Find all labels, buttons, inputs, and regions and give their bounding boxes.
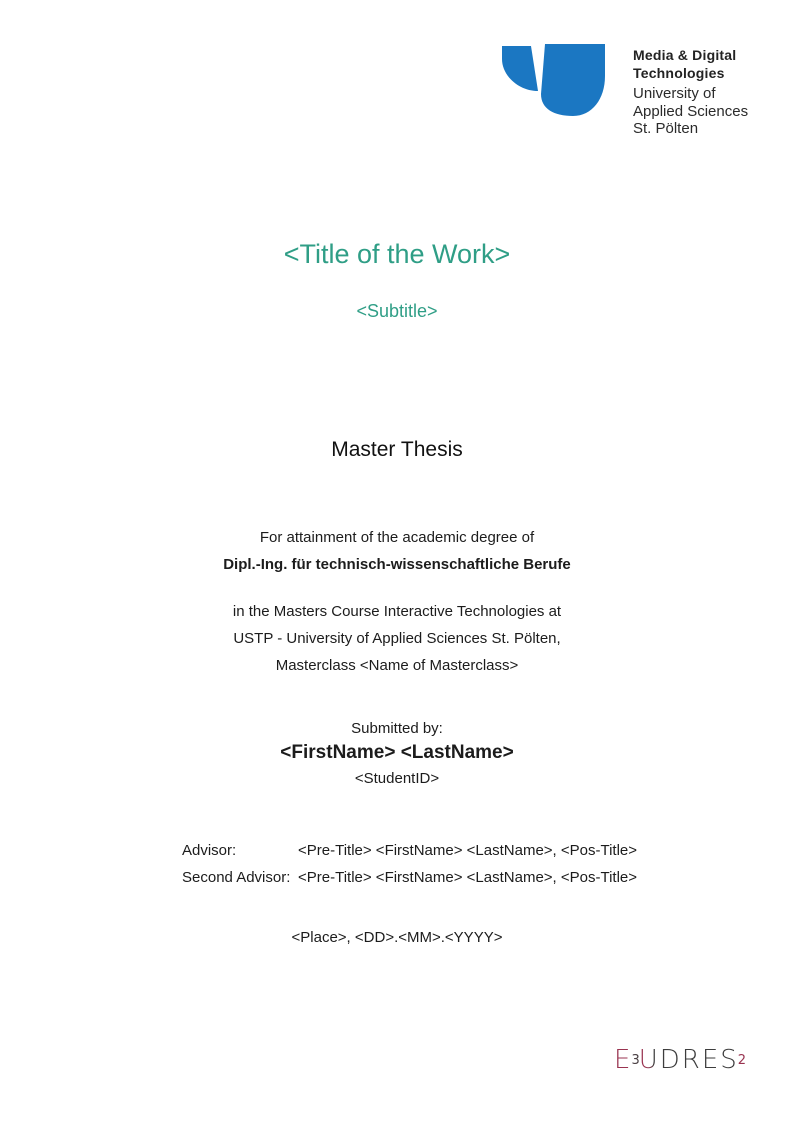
work-title-placeholder: <Title of the Work> [283,239,511,269]
degree-name: Dipl.-Ing. für technisch-wissenschaftliche Berufe [223,556,571,573]
university-name-line1: University of [633,85,716,102]
uas-u-mark-icon [501,44,607,118]
submitted-by-label: Submitted by: [351,720,443,737]
place-date-placeholder: <Place>, <DD>.<MM>.<YYYY> [291,929,503,946]
university-name [633,85,748,138]
advisor-label: Advisor: [182,842,237,859]
university-name-line3: St. Pölten [633,120,699,137]
faculty-name [633,47,748,82]
eudres-letter-u: U [638,1045,660,1075]
eudres-letter-e: E [614,1045,633,1075]
university-name-line2: Applied Sciences [633,102,749,120]
eudres-sup-2: 2 [737,1053,747,1068]
eudres-sup-3: 3 [631,1053,640,1068]
faculty-name-line2: Technologies [633,64,725,81]
course-block [0,598,794,679]
university-logo-text [633,47,748,138]
eudres-logo [614,1045,745,1075]
faculty-name-line1: Media & Digital [633,47,737,63]
author-name-placeholder: <FirstName> <LastName> [280,742,514,763]
second-advisor-value: <Pre-Title> <FirstName> <LastName>, <Pos-Title> [298,869,638,886]
course-line-1: in the Masters Course Interactive Technologies at [232,603,562,620]
eudres-letters-dres: DRES [659,1045,739,1075]
thesis-type: Master Thesis [331,438,463,461]
student-id-placeholder: <StudentID> [354,770,440,787]
degree-block [0,524,794,578]
course-line-3: Masterclass <Name of Masterclass> [275,657,519,674]
second-advisor-label: Second Advisor: [182,869,291,886]
advisor-value: <Pre-Title> <FirstName> <LastName>, <Pos-Title> [298,842,638,859]
advisors-table [182,841,637,887]
course-line-2: USTP - University of Applied Sciences St. Pölten, [233,630,561,647]
degree-intro: For attainment of the academic degree of [259,529,535,546]
university-logo [501,44,748,138]
work-subtitle-placeholder: <Subtitle> [356,301,438,321]
